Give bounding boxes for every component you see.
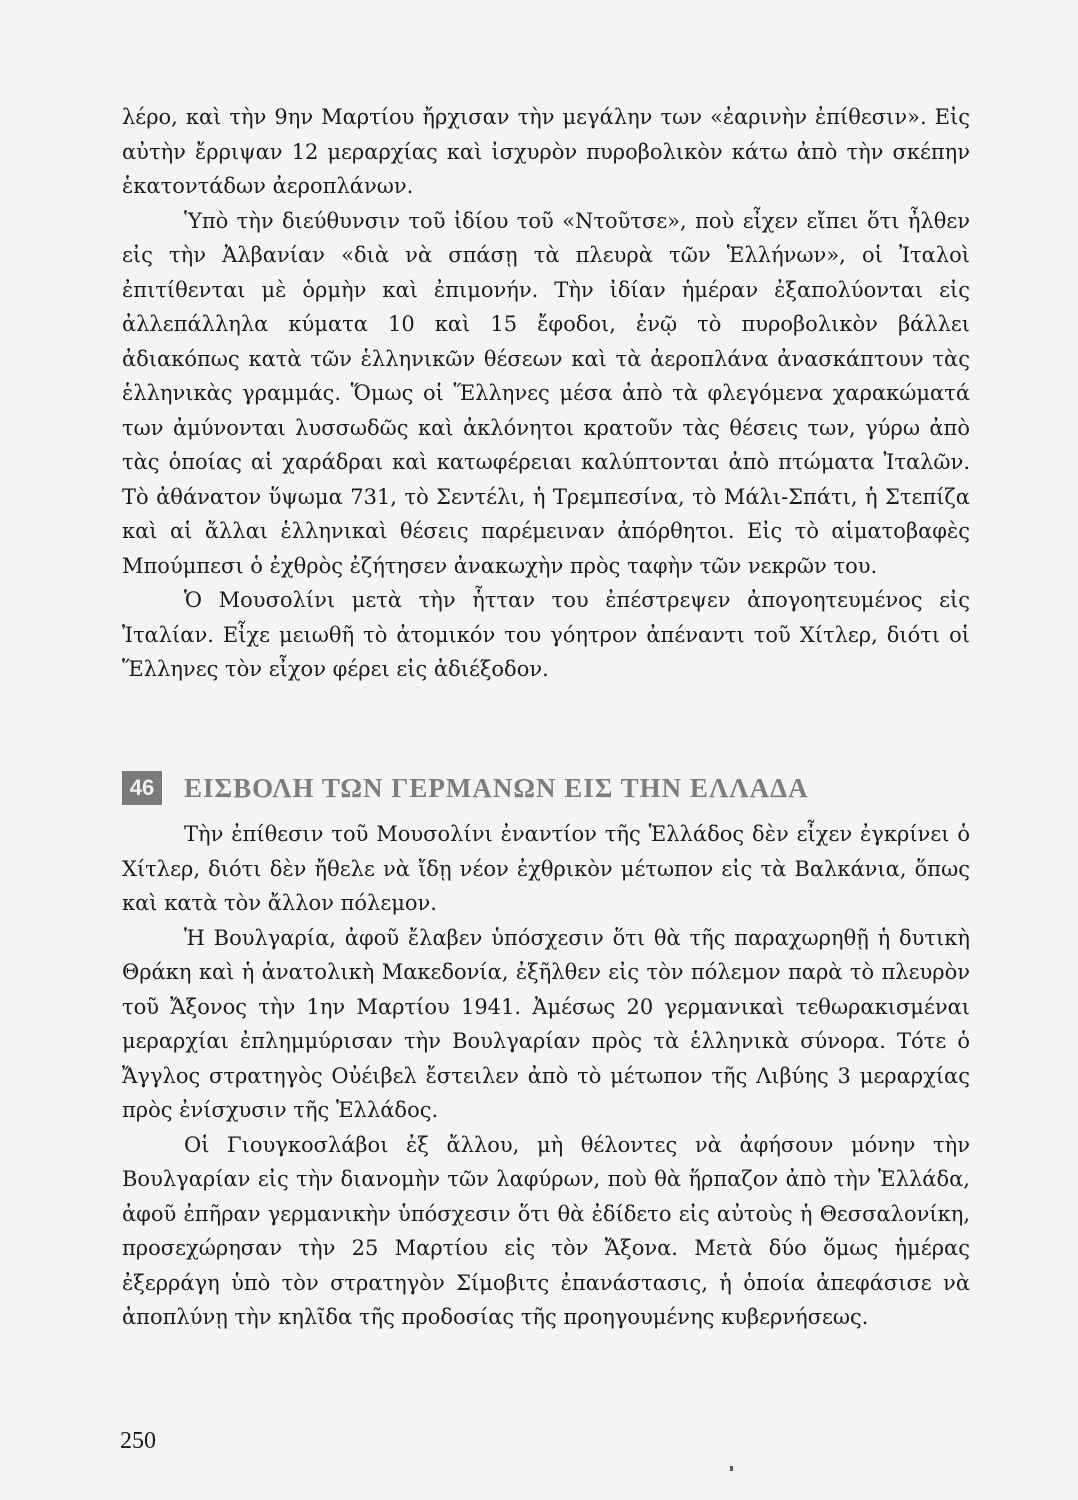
paragraph-yugoslavia: Οἱ Γιουγκοσλάβοι ἐξ ἄλλου, μὴ θέλοντες νὰ ἀφήσουν μόνην τὴν Βουλγαρίαν εἰς τὴν διανομὴν τῶν λαφύρων, ποὺ θὰ ἥρπαζον ἀπὸ τὴν Ἑλλάδα, ἀφοῦ ἐπῆραν γερμανικὴν ὑπόσχεσιν ὅτι θὰ ἐδίδετο εἰς αὐτοὺς ἡ Θεσσαλονίκη, προσεχώρησαν τὴν 25 Μαρτίου εἰς τὸν Ἄξονα. Μετὰ δύο ὅμως ἡμέρας ἐξερράγη ὑπὸ τὸν στρατηγὸν Σίμοβιτς ἐπανάστασις, ἡ ὁποία ἀπεφάσισε νὰ ἀποπλύνῃ τὴν κηλῖδα τῆς προδοσίας τῆς προηγουμένης κυβερνήσεως.	[122, 1132, 970, 1329]
section-heading	[122, 768, 970, 808]
section-number-badge: 46	[122, 771, 162, 805]
paragraph-italian-offensive: Ὑπὸ τὴν διεύθυνσιν τοῦ ἰδίου τοῦ «Ντοῦτσε», ποὺ εἶχεν εἴπει ὅτι ἦλθεν εἰς τὴν Ἀλβανίαν «διὰ νὰ σπάσῃ τὰ πλευρὰ τῶν Ἑλλήνων», οἱ Ἰταλοὶ ἐπιτίθενται μὲ ὁρμὴν καὶ ἐπιμονήν. Τὴν ἰδίαν ἡμέραν ἐξαπολύονται εἰς ἀλλεπάλληλα κύματα 10 καὶ 15 ἔφοδοι, ἐνῷ τὸ πυροβολικὸν βάλλει ἀδιακόπως κατὰ τῶν ἑλληνικῶν θέσεων καὶ τὰ ἀεροπλάνα ἀνασκάπτουν τὰς ἑλληνικὰς γραμμάς. Ὅμως οἱ Ἕλληνες μέσα ἀπὸ τὰ φλεγόμενα χαρακώματά των ἀμύνονται λυσσωδῶς καὶ ἀκλόνητοι κρατοῦν τὰς θέσεις των, γύρω ἀπὸ τὰς ὁποίας αἱ χαράδραι καὶ κατωφέρειαι καλύπτονται ἀπὸ πτώματα Ἰταλῶν. Τὸ ἀθάνατον ὕψωμα 731, τὸ Σεντέλι, ἡ Τρεμπεσίνα, τὸ Μάλι-Σπάτι, ἡ Στεπίζα καὶ αἱ ἄλλαι ἑλληνικαὶ θέσεις παρέμειναν ἀπόρθητοι. Εἰς τὸ αἱματοβαφὲς Μπούμπεσι ὁ ἐχθρὸς ἐζήτησεν ἀνακωχὴν πρὸς ταφὴν τῶν νεκρῶν του.	[122, 208, 970, 578]
print-speck	[730, 1466, 733, 1471]
page-number: 250	[120, 1428, 156, 1454]
paragraph-mussolini-return: Ὁ Μουσολίνι μετὰ τὴν ἧτταν του ἐπέστρεψεν ἀπογοητευμένος εἰς Ἰταλίαν. Εἶχε μειωθῆ τὸ ἀτομικόν του γόητρον ἀπέναντι τοῦ Χίτλερ, διότι οἱ Ἕλληνες τὸν εἶχον φέρει εἰς ἀδιέξοδον.	[122, 588, 970, 681]
paragraph-continued: λέρο, καὶ τὴν 9ην Μαρτίου ἤρχισαν τὴν μεγάλην των «ἐαρινὴν ἐπίθεσιν». Εἰς αὐτὴν ἔρριψαν 12 μεραρχίας καὶ ἰσχυρὸν πυροβολικὸν κάτω ἀπὸ τὴν σκέπην ἑκατοντάδων ἀεροπλάνων.	[122, 105, 970, 198]
paragraph-bulgaria: Ἡ Βουλγαρία, ἀφοῦ ἔλαβεν ὑπόσχεσιν ὅτι θὰ τῆς παραχωρηθῇ ἡ δυτικὴ Θράκη καὶ ἡ ἀνατολικὴ Μακεδονία, ἐξῆλθεν εἰς τὸν πόλεμον παρὰ τὸ πλευρὸν τοῦ Ἄξονος τὴν 1ην Μαρτίου 1941. Ἀμέσως 20 γερμανικαὶ τεθωρακισμέναι μεραρχίαι ἐπλημμύρισαν τὴν Βουλγαρίαν πρὸς τὰ ἑλληνικὰ σύνορα. Τότε ὁ Ἄγγλος στρατηγὸς Οὐέιβελ ἔστειλεν ἀπὸ τὸ μέτωπον τῆς Λιβύης 3 μεραρχίας πρὸς ἐνίσχυσιν τῆς Ἑλλάδος.	[122, 925, 970, 1122]
paragraph-hitler-disapproval: Τὴν ἐπίθεσιν τοῦ Μουσολίνι ἐναντίον τῆς Ἑλλάδος δὲν εἶχεν ἐγκρίνει ὁ Χίτλερ, διότι δὲν ἤθελε νὰ ἴδῃ νέον ἐχθρικὸν μέτωπον εἰς τὰ Βαλκάνια, ὅπως καὶ κατὰ τὸν ἄλλον πόλεμον.	[122, 822, 970, 915]
top-text-block	[122, 100, 970, 687]
section-title: ΕΙΣΒΟΛΗ ΤΩΝ ΓΕΡΜΑΝΩΝ ΕΙΣ ΤΗΝ ΕΛΛΑΔΑ	[184, 772, 809, 803]
bottom-text-block	[122, 817, 970, 1335]
